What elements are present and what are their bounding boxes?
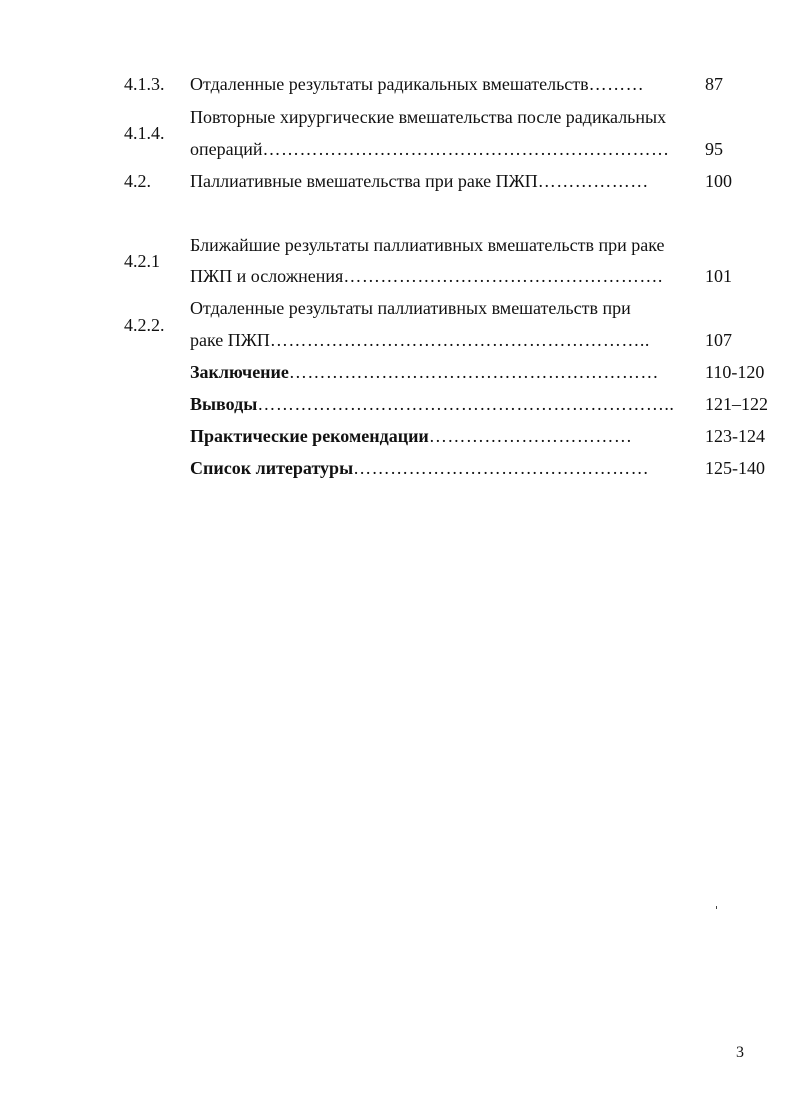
toc-entry-title: Практические рекомендации…………………………… [190, 426, 633, 446]
toc-entry-page: 95 [705, 139, 723, 159]
toc-entry-title: Отдаленные результаты паллиативных вмешательств при [190, 298, 631, 318]
toc-entry-number: 4.2. [124, 171, 151, 191]
toc-entry-page: 125-140 [705, 458, 765, 478]
page-number: 3 [736, 1044, 744, 1061]
toc-entry-page: 107 [705, 330, 732, 350]
toc-entry-title: Выводы………………………………………………………….. [190, 394, 675, 414]
toc-entry-title-continued: операций………………………………………………………… [190, 139, 670, 159]
toc-entry-page: 100 [705, 171, 732, 191]
toc-entry-number: 4.1.4. [124, 123, 165, 143]
table-of-contents [0, 0, 796, 500]
scan-speck [716, 906, 717, 909]
toc-entry-title: Повторные хирургические вмешательства после радикальных [190, 107, 667, 127]
toc-entry-title: Список литературы………………………………………… [190, 458, 650, 478]
toc-entry-number: 4.2.2. [124, 315, 165, 335]
toc-entry-title: Заключение…………………………………………………… [190, 362, 659, 382]
toc-entry-number: 4.2.1 [124, 251, 160, 271]
toc-entry-page: 121–122 [705, 394, 768, 414]
toc-entry-page: 101 [705, 266, 732, 286]
toc-entry-title: Отдаленные результаты радикальных вмешательств……… [190, 74, 645, 94]
toc-entry-number: 4.1.3. [124, 74, 165, 94]
toc-entry-title-continued: ПЖП и осложнения……………………………………………. [190, 266, 663, 286]
toc-entry-title: Паллиативные вмешательства при раке ПЖП……………… [190, 171, 649, 191]
toc-entry-page: 87 [705, 74, 723, 94]
toc-entry-page: 110-120 [705, 362, 765, 382]
toc-entry-page: 123-124 [705, 426, 765, 446]
toc-entry-title-continued: раке ПЖП…………………………………………………….. [190, 330, 650, 350]
toc-entry-title: Ближайшие результаты паллиативных вмешательств при раке [190, 235, 665, 255]
